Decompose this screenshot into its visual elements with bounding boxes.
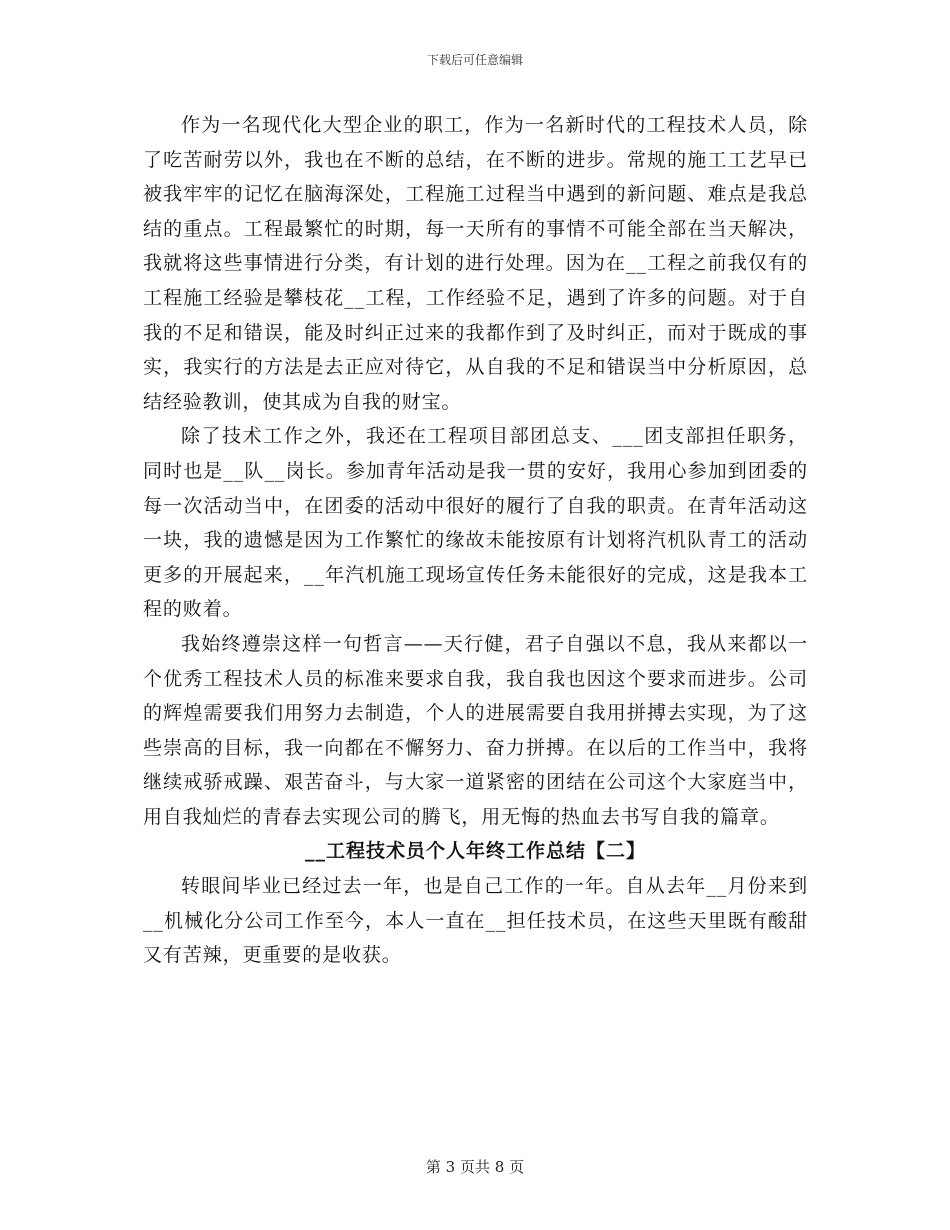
paragraph: 我始终遵崇这样一句哲言——天行健，君子自强以不息，我从来都以一个优秀工程技术人员的标准来要求自我，我自我也因这个要求而进步。公司的辉煌需要我们用努力去制造，个人的进展需要自我用拼搏去实现，为了这些崇高的目标，我一向都在不懈努力、奋力拼搏。在以后的工作当中，我将继续戒骄戒躁、艰苦奋斗，与大家一道紧密的团结在公司这个大家庭当中，用自我灿烂的青春去实现公司的腾飞，用无悔的热血去书写自我的篇章。 [143,632,808,828]
section-heading: __工程技术员个人年终工作总结【二】 [304,840,646,863]
page-number: 第 3 页共 8 页 [425,1158,525,1176]
header-note: 下载后可任意编辑 [426,53,523,67]
paragraph: 转眼间毕业已经过去一年，也是自己工作的一年。自从去年__月份来到__机械化分公司工作至今，本人一直在__担任技术员，在这些天里既有酸甜又有苦辣，更重要的是收获。 [143,875,808,967]
document-body [143,108,808,973]
paragraph: 除了技术工作之外，我还在工程项目部团总支、___团支部担任职务，同时也是__队__岗长。参加青年活动是我一贯的安好，我用心参加到团委的每一次活动当中，在团委的活动中很好的履行了自我的职责。在青年活动这一块，我的遗憾是因为工作繁忙的缘故未能按原有计划将汽机队青工的活动更多的开展起来，__年汽机施工现场宣传任务未能很好的完成，这是我本工程的败着。 [143,425,808,621]
paragraph: 作为一名现代化大型企业的职工，作为一名新时代的工程技术人员，除了吃苦耐劳以外，我也在不断的总结，在不断的进步。常规的施工工艺早已被我牢牢的记忆在脑海深处，工程施工过程当中遇到的新问题、难点是我总结的重点。工程最繁忙的时期，每一天所有的事情不可能全部在当天解决，我就将这些事情进行分类，有计划的进行处理。因为在__工程之前我仅有的工程施工经验是攀枝花__工程，工作经验不足，遇到了许多的问题。对于自我的不足和错误，能及时纠正过来的我都作到了及时纠正，而对于既成的事实，我实行的方法是去正应对待它，从自我的不足和错误当中分析原因，总结经验教训，使其成为自我的财宝。 [143,114,808,413]
